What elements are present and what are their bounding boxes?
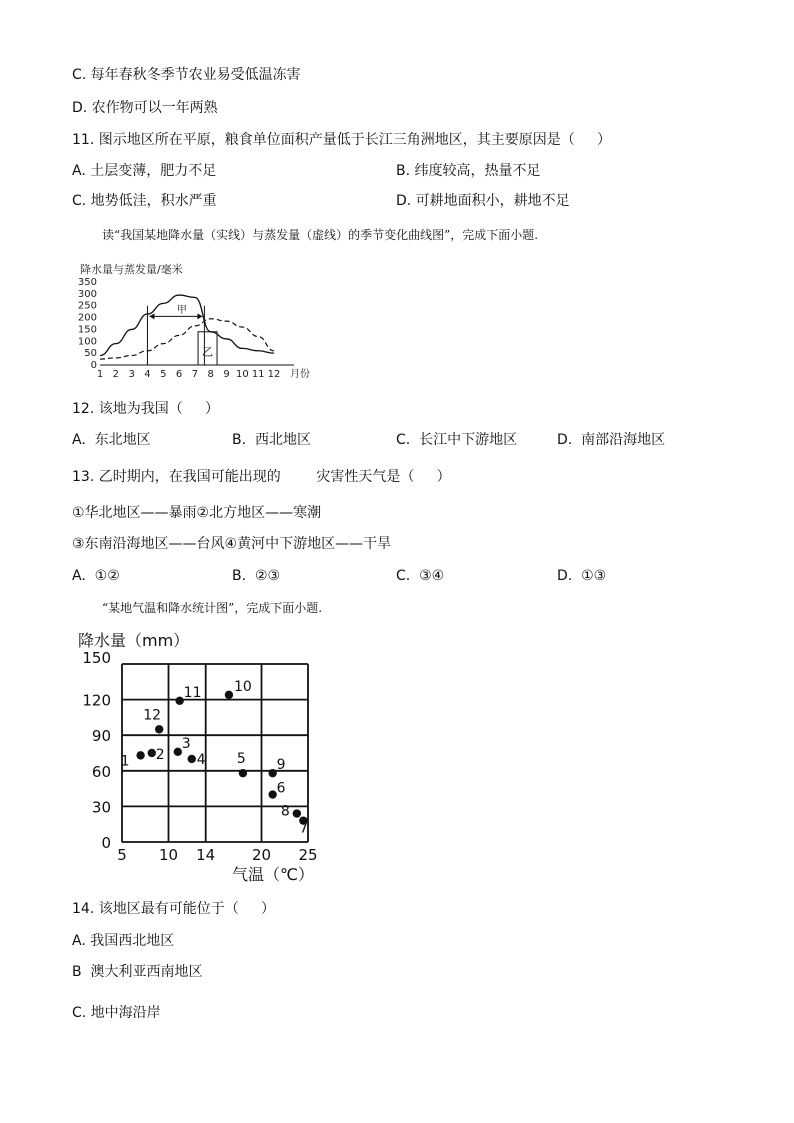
scatter-point bbox=[239, 769, 247, 777]
chart1-y-tick: 300 bbox=[77, 288, 97, 300]
scatter-point-label: 6 bbox=[276, 780, 286, 797]
q13-statements-2: ③东南沿海地区——台风④黄河中下游地区——干旱 bbox=[72, 536, 392, 552]
chart1-x-tick: 1 bbox=[96, 369, 104, 380]
scatter-point-label: 3 bbox=[181, 735, 191, 752]
chart2-ylabel: 降水量（mm） bbox=[78, 631, 190, 650]
scatter-point bbox=[175, 697, 183, 705]
question-11: 11. 图示地区所在平原，粮食单位面积产量低于长江三角洲地区，其主要原因是（ ） bbox=[72, 132, 611, 148]
scatter-point-label: 11 bbox=[183, 684, 202, 701]
scatter-point-label: 4 bbox=[196, 751, 206, 768]
scatter-point-label: 12 bbox=[143, 707, 162, 724]
scatter-point bbox=[136, 751, 144, 759]
q13-statements-1: ①华北地区——暴雨②北方地区——寒潮 bbox=[72, 505, 322, 521]
q12-option-a: A. 东北地区 bbox=[72, 432, 151, 448]
chart2-y-tick: 60 bbox=[91, 762, 111, 781]
scatter-point-label: 9 bbox=[276, 757, 286, 774]
chart1-y-tick: 200 bbox=[77, 312, 97, 324]
precipitation-line bbox=[100, 295, 274, 355]
q13-option-b: B. ②③ bbox=[232, 568, 281, 584]
q11-option-b: B. 纬度较高，热量不足 bbox=[396, 163, 541, 179]
option-d-line: D. 农作物可以一年两熟 bbox=[72, 100, 218, 116]
q12-option-b: B. 西北地区 bbox=[232, 432, 311, 448]
chart2-x-tick: 5 bbox=[117, 846, 127, 864]
chart1-ylabel: 降水量与蒸发量/毫米 bbox=[80, 263, 183, 276]
q14-option-c: C. 地中海沿岸 bbox=[72, 1005, 161, 1021]
q11-option-c: C. 地势低洼，积水严重 bbox=[72, 193, 217, 209]
chart2-y-tick: 30 bbox=[91, 798, 111, 817]
chart1-y-tick: 0 bbox=[90, 360, 97, 371]
temp-precip-chart bbox=[70, 626, 340, 888]
chart2-x-tick: 25 bbox=[298, 846, 318, 864]
scatter-point-label: 1 bbox=[120, 753, 130, 770]
chart1-x-tick: 3 bbox=[128, 369, 135, 380]
chart2-x-tick: 20 bbox=[251, 846, 272, 864]
chart1-xlabel: 月份 bbox=[290, 369, 310, 380]
chart1-x-tick: 9 bbox=[223, 369, 230, 380]
chart1-x-tick: 5 bbox=[160, 369, 167, 380]
scatter-point bbox=[293, 809, 301, 817]
q13-option-a: A. ①② bbox=[72, 568, 120, 584]
chart1-x-tick: 6 bbox=[175, 369, 183, 380]
intro-chart-2: “某地气温和降水统计图”，完成下面小题. bbox=[102, 601, 323, 615]
q13-option-c: C. ③④ bbox=[396, 568, 445, 584]
chart2-y-tick: 0 bbox=[101, 834, 111, 852]
q13-option-d: D. ①③ bbox=[557, 568, 607, 584]
option-c-line: C. 每年春秋冬季节农业易受低温冻害 bbox=[72, 67, 301, 83]
q14-option-a: A. 我国西北地区 bbox=[72, 933, 175, 949]
chart1-x-tick: 8 bbox=[207, 369, 214, 380]
q11-option-d: D. 可耕地面积小，耕地不足 bbox=[396, 193, 570, 209]
chart2-x-tick: 14 bbox=[196, 846, 216, 864]
chart2-x-tick: 10 bbox=[158, 846, 179, 864]
chart1-y-tick: 50 bbox=[84, 348, 97, 360]
chart1-x-tick: 10 bbox=[235, 369, 249, 380]
chart2-y-tick: 150 bbox=[82, 649, 111, 667]
scatter-point-label: 7 bbox=[299, 820, 309, 837]
q14-option-b: B 澳大利亚西南地区 bbox=[72, 964, 203, 980]
chart1-y-tick: 250 bbox=[77, 300, 97, 312]
chart1-y-tick: 100 bbox=[77, 336, 97, 348]
scatter-point bbox=[174, 748, 182, 756]
precip-evap-chart bbox=[77, 260, 320, 382]
evaporation-line bbox=[100, 319, 274, 359]
scatter-point-label: 10 bbox=[233, 678, 252, 695]
chart1-y-tick: 350 bbox=[77, 277, 97, 288]
scatter-point bbox=[188, 755, 196, 763]
q12-option-c: C. 长江中下游地区 bbox=[396, 432, 518, 448]
chart1-y-tick: 150 bbox=[77, 324, 97, 336]
question-13: 13. 乙时期内，在我国可能出现的 灾害性天气是（ ） bbox=[72, 469, 451, 485]
chart2-y-tick: 120 bbox=[82, 691, 111, 710]
intro-chart-1: 读“我国某地降水量（实线）与蒸发量（虚线）的季节变化曲线图”，完成下面小题. bbox=[102, 228, 539, 242]
scatter-point bbox=[155, 725, 163, 733]
chart1-x-tick: 12 bbox=[267, 369, 281, 380]
scatter-point bbox=[268, 769, 276, 777]
scatter-point-label: 8 bbox=[280, 803, 290, 820]
chart1-x-tick: 4 bbox=[144, 369, 151, 380]
jia-label: 甲 bbox=[176, 304, 187, 316]
scatter-point bbox=[225, 691, 233, 699]
q11-option-a: A. 土层变薄，肥力不足 bbox=[72, 163, 217, 179]
scatter-point bbox=[268, 790, 276, 798]
chart1-x-tick: 2 bbox=[112, 369, 120, 380]
chart2-xlabel: 气温（℃） bbox=[232, 865, 314, 884]
scatter-point bbox=[148, 749, 156, 757]
question-12: 12. 该地为我国（ ） bbox=[72, 401, 219, 417]
chart1-x-tick: 7 bbox=[191, 369, 199, 380]
question-14: 14. 该地区最有可能位于（ ） bbox=[72, 901, 275, 917]
scatter-point-label: 2 bbox=[155, 747, 165, 763]
q12-option-d: D. 南部沿海地区 bbox=[557, 432, 666, 448]
scatter-point-label: 5 bbox=[236, 751, 246, 768]
yi-label: 乙 bbox=[202, 345, 214, 359]
chart1-x-tick: 11 bbox=[251, 369, 265, 380]
chart2-y-tick: 90 bbox=[91, 727, 111, 746]
